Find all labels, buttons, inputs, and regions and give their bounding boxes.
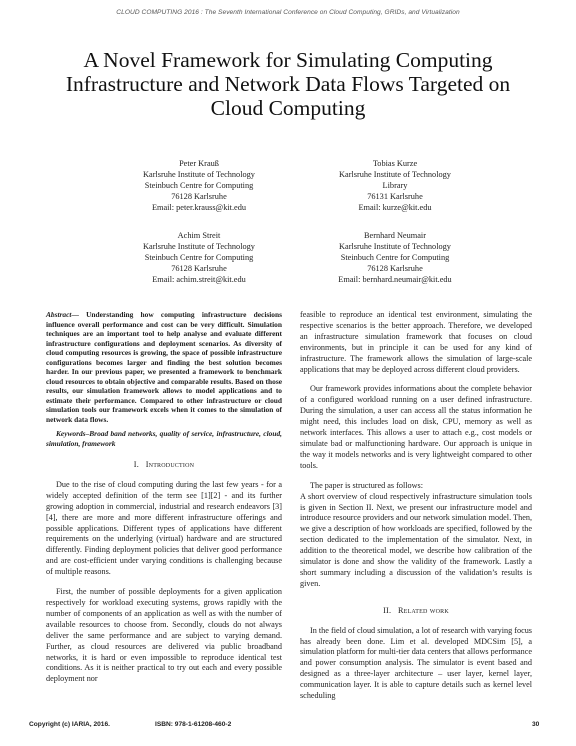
body-paragraph: First, the number of possible deployments for a given application respectively for workload executing systems, grows rapidly with the number of components of an application as well as with the number of available resources to choose from. Secondly, clouds do not always deliver the same performance and are subject to varying demand. Further, as cloud resources are delivered via public broadband networks, it is hard or even impossible to reproduce identical test conditions. As it is neither practical to try out each and every possible deployment nor — [46, 587, 282, 684]
author-address: 76128 Karlsruhe — [171, 264, 227, 273]
author-block-3 — [99, 230, 299, 285]
paper-title: A Novel Framework for Simulating Computing Infrastructure and Network Data Flows Targeted on Cloud Computing — [65, 48, 511, 120]
author-address: 76128 Karlsruhe — [367, 264, 423, 273]
author-email: Email: achim.streit@kit.edu — [152, 275, 246, 284]
author-affiliation: Karlsruhe Institute of Technology — [339, 170, 451, 179]
footer-isbn: ISBN: 978-1-61208-460-2 — [155, 721, 232, 728]
body-paragraph: In the field of cloud simulation, a lot of research with varying focus has already been done. Lim et al. developed MDCSim [5], a simulation platform for multi-tier data centers that allows performance and power consumption analysis. The simulator is event based and designed as a three-layer architecture – user layer, kernel layer, communication layer. It is able to capture details such as kernel level scheduling — [300, 625, 532, 701]
abstract — [46, 310, 282, 424]
keywords: Keywords–Broad band networks, quality of service, infrastructure, cloud, simulation, framework — [46, 429, 282, 448]
abstract-body: — Understanding how computing infrastructure decisions influence overall performance and cost can be very difficult. Simulation techniques are an important tool to help analyse and evaluate different infrastructure configurations and deployment scenarios. As diversity of cloud computing resources is growing, the space of possible infrastructure configurations becomes larger and finding the best solution becomes harder. In our previous paper, we presented a framework to benchmark cloud resources to obtain objective and comparable results. Based on those results, our simulation framework allows to model applications and to estimate their performance. Compared to other infrastructure or cloud simulation tools our framework excels when it comes to the simulation of network data flows. — [46, 310, 282, 424]
author-department: Steinbuch Centre for Computing — [144, 181, 254, 190]
author-name: Bernhard Neumair — [364, 231, 426, 240]
section-title: Introduction — [145, 460, 195, 469]
author-name: Peter Krauß — [179, 159, 219, 168]
author-department: Steinbuch Centre for Computing — [144, 253, 254, 262]
abstract-label: Abstract — [46, 310, 72, 319]
author-email: Email: bernhard.neumair@kit.edu — [338, 275, 452, 284]
body-paragraph: feasible to reproduce an identical test environment, simulating the respective scenarios is the better approach. Therefore, we developed an infrastructure simulation framework that focuses on cloud environments, but in principle it can be used for any kind of infrastructure. The framework allows the simulation of large-scale applications that may be deployed across different cloud providers. — [300, 310, 532, 374]
author-department: Steinbuch Centre for Computing — [340, 253, 450, 262]
author-block-4 — [295, 230, 495, 285]
author-name: Tobias Kurze — [372, 159, 418, 168]
author-email: Email: peter.krauss@kit.edu — [151, 203, 247, 212]
author-address: 76128 Karlsruhe — [171, 192, 227, 201]
author-affiliation: Karlsruhe Institute of Technology — [143, 242, 255, 251]
author-address: 76131 Karlsruhe — [367, 192, 423, 201]
section-number: II. — [383, 605, 392, 615]
section-heading-introduction — [46, 460, 282, 471]
author-department: Library — [382, 181, 408, 190]
right-column — [300, 310, 532, 702]
body-paragraph: Our framework provides informations about the complete behavior of a configured workload running on a user defined infrastructure. During the simulation, a user can access all the status information he might need, this includes load on disk, CPU, memory as well as network interfaces. This allows a user to attach e.g., cost models or simulate bad or malfunctioning hardware. Our approach is unique in the way it models networks and is very lightweight compared to other tools. — [300, 384, 532, 470]
author-block-2 — [295, 158, 495, 213]
section-title: Related work — [397, 605, 449, 615]
author-email: Email: kurze@kit.edu — [358, 203, 432, 212]
author-affiliation: Karlsruhe Institute of Technology — [339, 242, 451, 251]
author-affiliation: Karlsruhe Institute of Technology — [143, 170, 255, 179]
section-heading-related-work — [300, 606, 532, 617]
running-header: CLOUD COMPUTING 2016 : The Seventh International Conference on Cloud Computing, GRIDs, and Virtualization — [116, 9, 460, 16]
body-paragraph: A short overview of cloud respectively infrastructure simulation tools is given in Section II. Next, we present our infrastructure model and introduce resource providers and our network simulation model. Then, we give a description of how workloads are specified, followed by the section dedicated to the implementation of the simulator. Next, in addition to the theoretical model, we describe how calibration of the simulator is done and show the validity of the framework. Lastly a short summary including a discussion of the validation’s results is given. — [300, 491, 532, 588]
section-number: I. — [133, 460, 139, 469]
author-name: Achim Streit — [177, 231, 221, 240]
left-column — [46, 310, 282, 685]
author-block-1 — [99, 158, 299, 213]
page-number: 30 — [532, 721, 540, 728]
body-paragraph: Due to the rise of cloud computing during the last few years - for a widely accepted definition of the term see [1][2] - and its further growing adoption in commercial, industrial and research endeavors [3][4], there are more and more different infrastructure offerings and possible applications. Different types of applications have different requirements on the underlying (virtual) hardware and are structured differently. Finding deployment policies that deliver good performance and are cost-efficient under varying conditions is challenging because of multiple reasons. — [46, 479, 282, 577]
footer-copyright: Copyright (c) IARIA, 2016. — [29, 721, 110, 728]
body-paragraph: The paper is structured as follows: — [310, 480, 424, 490]
